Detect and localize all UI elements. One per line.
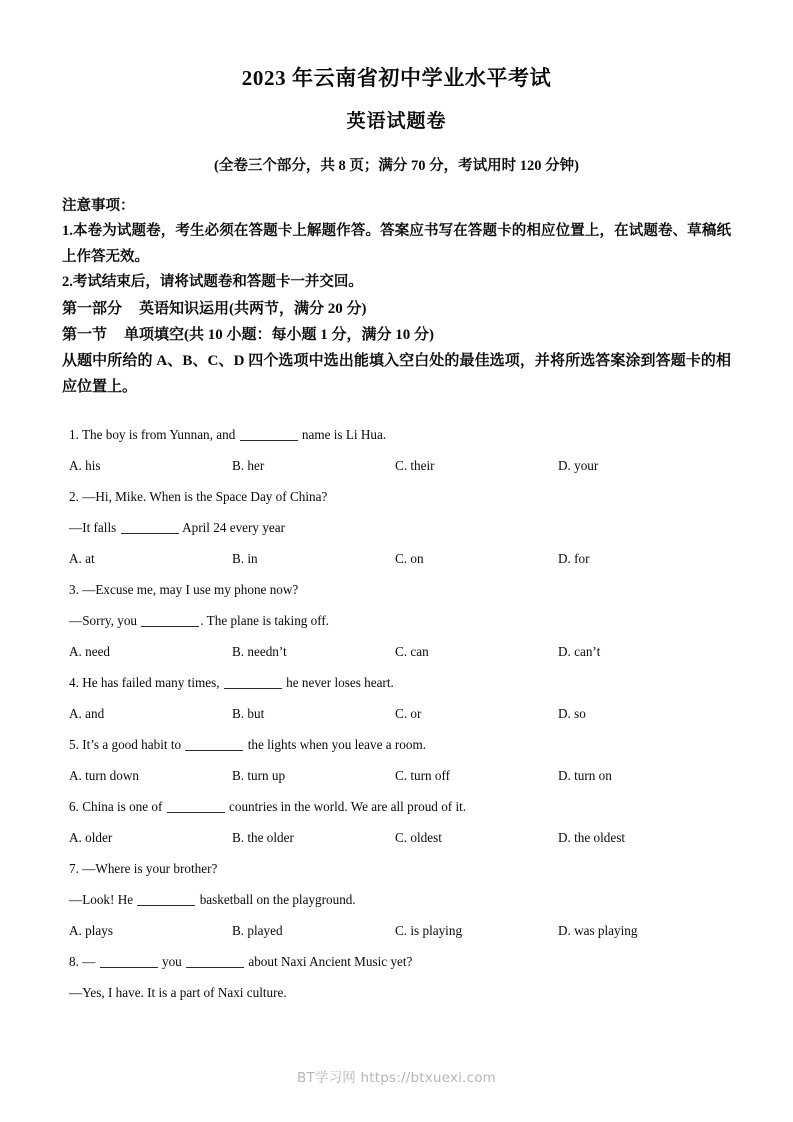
paper-meta-line: (全卷三个部分，共 8 页；满分 70 分，考试用时 120 分钟) — [214, 157, 579, 174]
question-text: —It falls — [69, 519, 120, 535]
option-choice[interactable]: D. was playing — [558, 922, 638, 938]
option-choice[interactable]: C. on — [395, 550, 424, 566]
option-choice[interactable]: D. so — [558, 705, 586, 721]
question-text: he never loses heart. — [282, 674, 394, 690]
answer-blank[interactable] — [137, 905, 195, 906]
question-text: —Look! He — [69, 891, 137, 907]
question-text: 4. He has failed many times, — [69, 674, 223, 690]
option-choice[interactable]: B. but — [232, 705, 265, 721]
option-choice[interactable]: D. your — [558, 457, 599, 473]
directions-text: 从题中所给的 A、B、C、D 四个选项中选出能填入空白处的最佳选项，并将所选答案涂到答题卡的相应位置上。 — [62, 352, 731, 396]
notice-item-1: 1.本卷为试题卷，考生必须在答题卡上解题作答。答案应书写在答题卡的相应位置上，在试题卷、草稿纸上作答无效。 — [62, 223, 731, 265]
option-choice[interactable]: C. can — [395, 643, 429, 659]
option-choice[interactable]: A. and — [69, 705, 105, 721]
question-text: 8. — — [69, 953, 99, 969]
answer-blank[interactable] — [100, 967, 158, 968]
question-stem — [69, 784, 731, 815]
question-text: name is Li Hua. — [298, 426, 387, 442]
question-text: 5. It’s a good habit to — [69, 736, 185, 752]
question-stem — [69, 412, 731, 443]
question-text: 6. China is one of — [69, 798, 166, 814]
question-stem-continuation — [69, 877, 731, 908]
question-stem — [69, 567, 731, 598]
part-title: 英语知识运用(共两节，满分 20 分) — [139, 300, 367, 317]
question-stem-continuation — [69, 598, 731, 629]
question-text: April 24 every year — [179, 519, 286, 535]
option-row — [69, 908, 731, 939]
option-choice[interactable]: B. the older — [232, 829, 294, 845]
answer-blank[interactable] — [167, 812, 225, 813]
option-row — [69, 753, 731, 784]
subsection-heading — [62, 322, 731, 348]
question-stem — [69, 722, 731, 753]
question-text: you — [158, 953, 186, 969]
option-choice[interactable]: D. turn on — [558, 767, 612, 783]
option-choice[interactable]: D. can’t — [558, 643, 601, 659]
option-choice[interactable]: A. turn down — [69, 767, 139, 783]
question-stem — [69, 846, 731, 877]
option-choice[interactable]: A. at — [69, 550, 95, 566]
option-choice[interactable]: C. oldest — [395, 829, 442, 845]
question-text: —Yes, I have. It is a part of Naxi culture. — [69, 984, 287, 1000]
answer-blank[interactable] — [185, 750, 243, 751]
page-title: 2023 年云南省初中学业水平考试 — [241, 66, 552, 90]
option-choice[interactable]: B. needn’t — [232, 643, 287, 659]
subsection-label: 第一节 — [62, 326, 108, 343]
notice-heading: 注意事项： — [62, 197, 135, 214]
option-choice[interactable]: C. turn off — [395, 767, 451, 783]
question-stem — [69, 660, 731, 691]
option-row — [69, 815, 731, 846]
part-heading — [62, 296, 731, 322]
option-choice[interactable]: B. turn up — [232, 767, 286, 783]
option-choice[interactable]: A. plays — [69, 922, 113, 938]
page-subtitle: 英语试题卷 — [346, 111, 447, 133]
option-choice[interactable]: B. in — [232, 550, 258, 566]
option-choice[interactable]: D. the oldest — [558, 829, 626, 845]
question-text: 1. The boy is from Yunnan, and — [69, 426, 239, 442]
notice-item-2: 2.考试结束后，请将试题卷和答题卡一并交回。 — [62, 274, 363, 291]
question-text: the lights when you leave a room. — [244, 736, 427, 752]
option-row — [69, 443, 731, 474]
part-label: 第一部分 — [62, 300, 123, 317]
question-text: 7. —Where is your brother? — [69, 860, 218, 876]
option-choice[interactable]: C. their — [395, 457, 435, 473]
answer-blank[interactable] — [121, 533, 179, 534]
answer-blank[interactable] — [240, 440, 298, 441]
question-text: countries in the world. We are all proud of it. — [225, 798, 467, 814]
option-row — [69, 629, 731, 660]
option-choice[interactable]: A. older — [69, 829, 113, 845]
option-choice[interactable]: C. is playing — [395, 922, 463, 938]
question-text: . The plane is taking off. — [200, 612, 330, 628]
question-stem — [69, 939, 731, 970]
question-text: about Naxi Ancient Music yet? — [245, 953, 413, 969]
option-row — [69, 536, 731, 567]
subsection-title: 单项填空(共 10 小题：每小题 1 分，满分 10 分) — [124, 326, 435, 343]
option-choice[interactable]: D. for — [558, 550, 590, 566]
notice-block — [62, 177, 731, 296]
option-choice[interactable]: B. her — [232, 457, 265, 473]
question-stem-continuation — [69, 505, 731, 536]
option-choice[interactable]: B. played — [232, 922, 283, 938]
question-text: —Sorry, you — [69, 612, 141, 628]
option-row — [69, 691, 731, 722]
question-text: basketball on the playground. — [196, 891, 356, 907]
answer-blank[interactable] — [186, 967, 244, 968]
question-stem-continuation — [69, 970, 731, 1001]
answer-blank[interactable] — [224, 688, 282, 689]
question-text: 2. —Hi, Mike. When is the Space Day of China? — [69, 488, 328, 504]
question-list — [62, 401, 731, 1001]
question-text: 3. —Excuse me, may I use my phone now? — [69, 581, 299, 597]
answer-blank[interactable] — [141, 626, 199, 627]
option-choice[interactable]: A. need — [69, 643, 111, 659]
question-stem — [69, 474, 731, 505]
site-watermark: BT学习网 https://btxuexi.com — [296, 1070, 497, 1086]
option-choice[interactable]: A. his — [69, 457, 101, 473]
option-choice[interactable]: C. or — [395, 705, 422, 721]
